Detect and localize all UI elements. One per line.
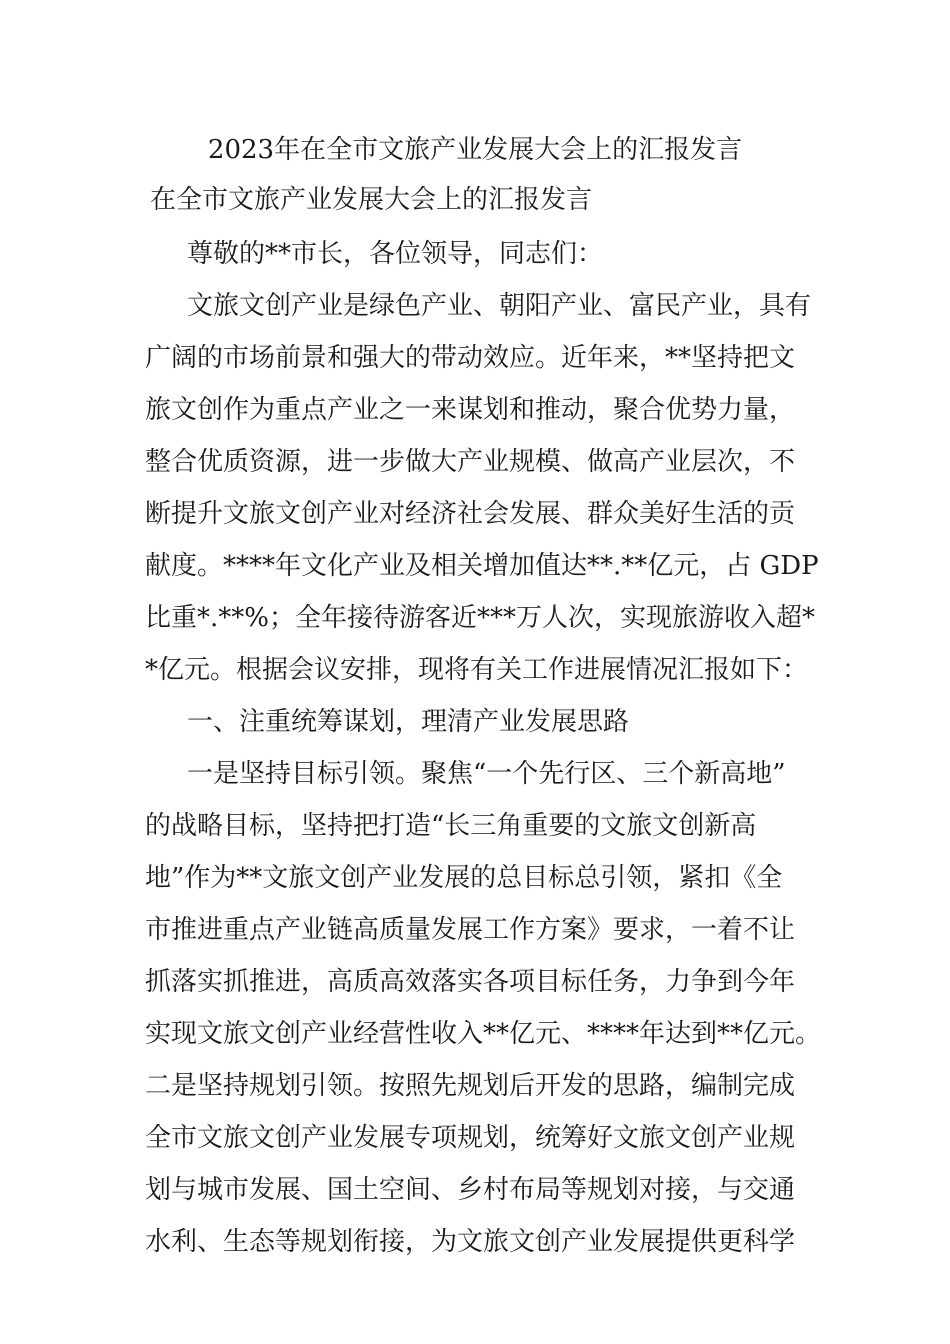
paragraph-line: 的战略目标，坚持把打造“长三角重要的文旅文创新高 xyxy=(145,811,757,841)
paragraph-line: 抓落实抓推进，高质高效落实各项目标任务，力争到今年 xyxy=(145,967,796,997)
paragraph-line: 市推进重点产业链高质量发展工作方案》要求，一着不让 xyxy=(145,915,796,945)
paragraph-line: 文旅文创产业是绿色产业、朝阳产业、富民产业，具有 xyxy=(187,291,812,321)
paragraph-line: 二是坚持规划引领。按照先规划后开发的思路，编制完成 xyxy=(145,1071,796,1101)
paragraph-line: 划与城市发展、国土空间、乡村布局等规划对接，与交通 xyxy=(145,1175,796,1205)
paragraph-line: 比重*.**%；全年接待游客近***万人次，实现旅游收入超* xyxy=(145,603,815,633)
paragraph-line: 一是坚持目标引领。聚焦“一个先行区、三个新高地” xyxy=(187,759,786,789)
paragraph-line: 水利、生态等规划衔接，为文旅文创产业发展提供更科学 xyxy=(145,1227,796,1257)
paragraph-line: 断提升文旅文创产业对经济社会发展、群众美好生活的贡 xyxy=(145,499,796,529)
paragraph-line: 广阔的市场前景和强大的带动效应。近年来，**坚持把文 xyxy=(145,343,796,373)
section-heading: 一、注重统筹谋划，理清产业发展思路 xyxy=(187,707,630,737)
document-title: 2023年在全市文旅产业发展大会上的汇报发言 xyxy=(207,135,743,165)
paragraph-line: 全市文旅文创产业发展专项规划，统筹好文旅文创产业规 xyxy=(145,1123,796,1153)
paragraph-line: 整合优质资源，进一步做大产业规模、做高产业层次，不 xyxy=(145,447,796,477)
document-body xyxy=(145,228,845,1268)
paragraph-line: 地”作为**文旅文创产业发展的总目标总引领，紧扣《全 xyxy=(145,863,783,893)
paragraph-line: *亿元。根据会议安排，现将有关工作进展情况汇报如下： xyxy=(145,655,809,685)
paragraph-line: 旅文创作为重点产业之一来谋划和推动，聚合优势力量， xyxy=(145,395,796,425)
document-subtitle: 在全市文旅产业发展大会上的汇报发言 xyxy=(150,185,593,215)
paragraph-line: 献度。****年文化产业及相关增加值达**.**亿元，占 GDP xyxy=(145,551,819,581)
paragraph-line: 实现文旅文创产业经营性收入**亿元、****年达到**亿元。 xyxy=(145,1019,822,1049)
salutation-line: 尊敬的**市长，各位领导，同志们： xyxy=(187,239,604,269)
